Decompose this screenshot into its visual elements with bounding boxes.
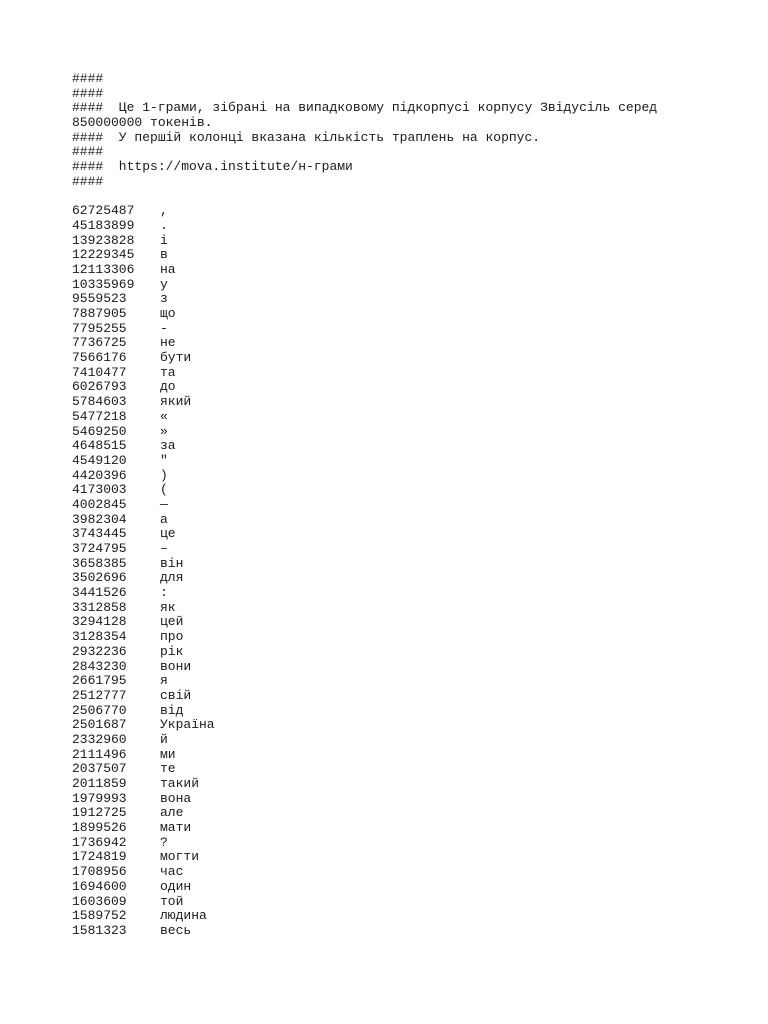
count-cell: 2512777 — [72, 687, 127, 703]
list-item — [72, 395, 712, 410]
count-cell: 4002845 — [72, 496, 127, 512]
count-cell: 4173003 — [72, 482, 127, 498]
token-cell: » — [160, 423, 168, 439]
token-cell: ? — [160, 834, 168, 850]
frequency-list — [72, 204, 712, 938]
token-cell: весь — [160, 922, 192, 938]
list-item — [72, 469, 712, 484]
count-cell: 3743445 — [72, 526, 127, 542]
token-cell: не — [160, 335, 176, 351]
list-item — [72, 733, 712, 748]
token-cell: і — [160, 232, 168, 248]
token-cell: один — [160, 878, 192, 894]
list-item — [72, 615, 712, 630]
count-cell: 7887905 — [72, 306, 127, 322]
count-cell: 45183899 — [72, 217, 135, 233]
list-item — [72, 351, 712, 366]
token-cell: ( — [160, 482, 168, 498]
list-item — [72, 204, 712, 219]
list-item — [72, 660, 712, 675]
count-cell: 1603609 — [72, 893, 127, 909]
list-item — [72, 278, 712, 293]
list-item — [72, 292, 712, 307]
token-cell: час — [160, 864, 184, 880]
token-cell: від — [160, 702, 184, 718]
list-item — [72, 909, 712, 924]
token-cell: в — [160, 247, 168, 263]
count-cell: 3982304 — [72, 511, 127, 527]
count-cell: 4648515 — [72, 438, 127, 454]
header-block — [72, 72, 712, 190]
token-cell: ми — [160, 746, 176, 762]
list-item — [72, 836, 712, 851]
list-item — [72, 425, 712, 440]
count-cell: 3441526 — [72, 585, 127, 601]
token-cell: за — [160, 438, 176, 454]
token-cell: . — [160, 217, 168, 233]
token-cell: на — [160, 261, 176, 277]
token-cell: цей — [160, 614, 184, 630]
header-line: #### — [72, 173, 104, 189]
count-cell: 9559523 — [72, 291, 127, 307]
list-item — [72, 263, 712, 278]
count-cell: 3294128 — [72, 614, 127, 630]
count-cell: 2932236 — [72, 643, 127, 659]
header-line: #### У першій колонці вказана кількість траплень на корпус. — [72, 129, 541, 145]
count-cell: 1912725 — [72, 805, 127, 821]
count-cell: 5469250 — [72, 423, 127, 439]
count-cell: 2111496 — [72, 746, 127, 762]
list-item — [72, 821, 712, 836]
list-item — [72, 439, 712, 454]
count-cell: 62725487 — [72, 203, 135, 219]
count-cell: 1708956 — [72, 864, 127, 880]
count-cell: 4549120 — [72, 452, 127, 468]
token-cell: вона — [160, 790, 192, 806]
count-cell: 7566176 — [72, 350, 127, 366]
list-item — [72, 527, 712, 542]
count-cell: 5784603 — [72, 394, 127, 410]
list-item — [72, 630, 712, 645]
token-cell: Україна — [160, 717, 215, 733]
list-item — [72, 542, 712, 557]
token-cell: « — [160, 408, 168, 424]
list-item — [72, 307, 712, 322]
count-cell: 5477218 — [72, 408, 127, 424]
count-cell: 2037507 — [72, 761, 127, 777]
count-cell: 2332960 — [72, 731, 127, 747]
list-item — [72, 557, 712, 572]
count-cell: 7410477 — [72, 364, 127, 380]
list-item — [72, 586, 712, 601]
count-cell: 2501687 — [72, 717, 127, 733]
list-item — [72, 865, 712, 880]
document-page — [72, 72, 712, 939]
list-item — [72, 924, 712, 939]
header-line: #### — [72, 85, 104, 101]
token-cell: у — [160, 276, 168, 292]
list-item — [72, 513, 712, 528]
count-cell: 2843230 — [72, 658, 127, 674]
token-cell: до — [160, 379, 176, 395]
count-cell: 7736725 — [72, 335, 127, 351]
list-item — [72, 498, 712, 513]
count-cell: 1736942 — [72, 834, 127, 850]
token-cell: той — [160, 893, 184, 909]
token-cell: я — [160, 673, 168, 689]
list-item — [72, 777, 712, 792]
blank-line — [72, 190, 712, 205]
count-cell: 1724819 — [72, 849, 127, 865]
token-cell: свій — [160, 687, 192, 703]
header-line: #### — [72, 71, 104, 86]
token-cell: та — [160, 364, 176, 380]
list-item — [72, 336, 712, 351]
count-cell: 12113306 — [72, 261, 135, 277]
list-item — [72, 880, 712, 895]
token-cell: як — [160, 599, 176, 615]
count-cell: 1694600 — [72, 878, 127, 894]
list-item — [72, 748, 712, 763]
list-item — [72, 322, 712, 337]
token-cell: про — [160, 629, 184, 645]
token-cell: для — [160, 570, 184, 586]
list-item — [72, 689, 712, 704]
count-cell: 10335969 — [72, 276, 135, 292]
token-cell: рік — [160, 643, 184, 659]
token-cell: який — [160, 394, 192, 410]
token-cell: він — [160, 555, 184, 571]
count-cell: 1581323 — [72, 922, 127, 938]
token-cell: бути — [160, 350, 192, 366]
list-item — [72, 571, 712, 586]
list-item — [72, 895, 712, 910]
list-item — [72, 645, 712, 660]
count-cell: 12229345 — [72, 247, 135, 263]
list-item — [72, 674, 712, 689]
list-item — [72, 248, 712, 263]
list-item — [72, 483, 712, 498]
token-cell: це — [160, 526, 176, 542]
token-cell: такий — [160, 776, 200, 792]
count-cell: 2506770 — [72, 702, 127, 718]
count-cell: 1899526 — [72, 820, 127, 836]
header-line: #### Це 1-грами, зібрані на випадковому підкорпусі корпусу Звідусіль серед 850000000 токенів. — [72, 100, 665, 131]
list-item — [72, 366, 712, 381]
count-cell: 1589752 — [72, 908, 127, 924]
count-cell: 2661795 — [72, 673, 127, 689]
token-cell: могти — [160, 849, 200, 865]
count-cell: 4420396 — [72, 467, 127, 483]
token-cell: те — [160, 761, 176, 777]
token-cell: вони — [160, 658, 192, 674]
token-cell: ) — [160, 467, 168, 483]
count-cell: 3502696 — [72, 570, 127, 586]
token-cell: — — [160, 496, 168, 512]
header-line: #### https://mova.institute/н-грами — [72, 159, 353, 175]
token-cell: з — [160, 291, 168, 307]
count-cell: 3128354 — [72, 629, 127, 645]
list-item — [72, 410, 712, 425]
token-cell: що — [160, 306, 176, 322]
count-cell: 13923828 — [72, 232, 135, 248]
count-cell: 7795255 — [72, 320, 127, 336]
token-cell: але — [160, 805, 184, 821]
header-line: #### — [72, 144, 104, 160]
list-item — [72, 704, 712, 719]
count-cell: 3658385 — [72, 555, 127, 571]
list-item — [72, 762, 712, 777]
list-item — [72, 806, 712, 821]
list-item — [72, 601, 712, 616]
token-cell: , — [160, 203, 168, 219]
count-cell: 3312858 — [72, 599, 127, 615]
count-cell: 3724795 — [72, 541, 127, 557]
count-cell: 1979993 — [72, 790, 127, 806]
list-item — [72, 792, 712, 807]
list-item — [72, 454, 712, 469]
token-cell: людина — [160, 908, 207, 924]
list-item — [72, 234, 712, 249]
list-item — [72, 718, 712, 733]
token-cell: : — [160, 585, 168, 601]
list-item — [72, 850, 712, 865]
list-item — [72, 380, 712, 395]
list-item — [72, 219, 712, 234]
token-cell: - — [160, 320, 168, 336]
token-cell: " — [160, 452, 168, 468]
count-cell: 2011859 — [72, 776, 127, 792]
token-cell: мати — [160, 820, 192, 836]
token-cell: – — [160, 541, 168, 557]
token-cell: й — [160, 731, 168, 747]
count-cell: 6026793 — [72, 379, 127, 395]
token-cell: а — [160, 511, 168, 527]
